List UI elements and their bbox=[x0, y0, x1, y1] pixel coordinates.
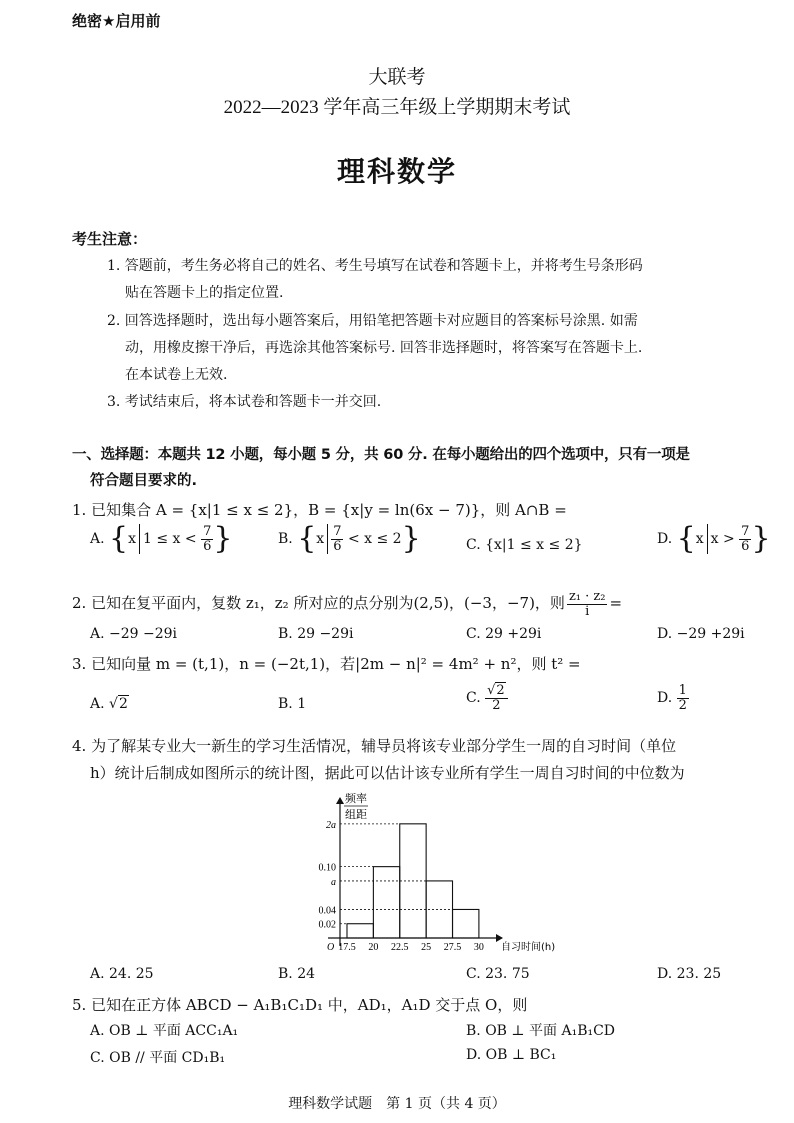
q1-option-d bbox=[657, 521, 771, 556]
q4-option-a: A. 24. 25 bbox=[90, 966, 154, 982]
divider-bar bbox=[707, 524, 708, 554]
y-tick-label: 0.02 bbox=[318, 919, 336, 931]
divider-bar bbox=[327, 524, 328, 554]
numerator: 7 bbox=[741, 523, 750, 539]
set-cond: x > bbox=[710, 531, 735, 547]
sqrt-sign: √ bbox=[487, 683, 496, 698]
sqrt-sign: √ bbox=[109, 696, 118, 712]
x-tick-label: 25 bbox=[421, 942, 432, 953]
set-var: x bbox=[316, 531, 325, 547]
y-tick-label: 0.04 bbox=[318, 905, 336, 917]
q1-option-b-label: B. bbox=[278, 531, 293, 547]
x-tick-label: 22.5 bbox=[391, 942, 409, 953]
fraction bbox=[567, 590, 608, 618]
q1-option-d-label: D. bbox=[657, 531, 673, 547]
y-axis-label-bottom: 组距 bbox=[345, 808, 367, 821]
q3-option-c bbox=[466, 684, 508, 712]
fraction bbox=[331, 525, 343, 553]
exam-name: 2022—2023 学年高三年级上学期期末考试 bbox=[223, 97, 571, 118]
numerator: 7 bbox=[203, 523, 212, 539]
sqrt-value: 2 bbox=[496, 683, 505, 698]
q5-option-b: B. OB ⊥ 平面 A₁B₁CD bbox=[466, 1023, 616, 1039]
numerator: 1 bbox=[678, 683, 687, 698]
set-cond: 1 ≤ x < bbox=[143, 531, 197, 547]
q1-option-a bbox=[90, 521, 233, 556]
y-tick-labels bbox=[319, 820, 337, 931]
q3-option-c-label: C. bbox=[466, 690, 481, 707]
exam-org: 大联考 bbox=[368, 67, 426, 88]
denominator: 6 bbox=[333, 538, 342, 554]
q3-option-a bbox=[90, 696, 129, 712]
x-axis-label: 自习时间(h) bbox=[501, 942, 556, 953]
left-brace: { bbox=[297, 521, 317, 556]
question-4-line2: h）统计后制成如图所示的统计图，据此可以估计该专业所有学生一周自习时间的中位数为 bbox=[90, 764, 685, 782]
notice-item-1-line1: 1. 答题前，考生务必将自己的姓名、考生号填写在试卷和答题卡上，并将考生号条形码 bbox=[107, 258, 643, 274]
x-tick-label: 20 bbox=[368, 942, 379, 953]
right-brace: } bbox=[751, 521, 771, 556]
notice-item-2-line3: 在本试卷上无效. bbox=[125, 367, 228, 383]
question-2-stem bbox=[72, 590, 622, 618]
chart-dash-lines bbox=[340, 824, 453, 924]
q5-option-d: D. OB ⊥ BC₁ bbox=[466, 1047, 557, 1063]
q4-option-d: D. 23. 25 bbox=[657, 966, 722, 982]
histogram-bar bbox=[453, 909, 479, 938]
q2-option-d: D. −29 +29i bbox=[657, 626, 745, 642]
q1-option-c: C. {x|1 ≤ x ≤ 2} bbox=[466, 537, 583, 553]
x-tick-labels bbox=[338, 942, 484, 953]
notice-item-2-line2: 动，用橡皮擦干净后，再选涂其他答案标号. 回答非选择题时，将答案写在答题卡上. bbox=[125, 340, 643, 356]
equals-sign: = bbox=[609, 594, 623, 613]
y-tick-label: 0.10 bbox=[318, 862, 336, 874]
q1-option-a-label: A. bbox=[90, 531, 105, 547]
question-1-stem: 1. 已知集合 A = {x|1 ≤ x ≤ 2}，B = {x|y = ln(6x − 7)}，则 A∩B = bbox=[72, 501, 567, 519]
sqrt-value: 2 bbox=[118, 696, 128, 712]
q2-option-a: A. −29 −29i bbox=[90, 626, 178, 642]
q3-option-a-label: A. bbox=[90, 696, 105, 712]
fraction bbox=[677, 684, 689, 712]
fraction bbox=[739, 525, 751, 553]
section-1-heading: 一、选择题：本题共 12 小题，每小题 5 分，共 60 分. 在每小题给出的四个选项中，只有一项是 bbox=[72, 447, 690, 463]
denominator: 6 bbox=[203, 538, 212, 554]
question-5-stem: 5. 已知在正方体 ABCD − A₁B₁C₁D₁ 中，AD₁，A₁D 交于点 O，则 bbox=[72, 996, 528, 1014]
histogram-bar bbox=[347, 924, 373, 938]
left-brace: { bbox=[676, 521, 696, 556]
notice-item-1-line2: 贴在答题卡上的指定位置. bbox=[125, 285, 284, 301]
q5-option-a: A. OB ⊥ 平面 ACC₁A₁ bbox=[90, 1023, 239, 1039]
q3-option-d bbox=[657, 684, 689, 712]
question-4-line1: 4. 为了解某专业大一新生的学习生活情况，辅导员将该专业部分学生一周的自习时间（单位 bbox=[72, 737, 677, 755]
x-tick-label: 30 bbox=[473, 942, 484, 953]
question-2-text: 2. 已知在复平面内，复数 z₁，z₂ 所对应的点分别为(2,5)，(−3，−7)，则 bbox=[72, 594, 565, 613]
x-tick-label: 27.5 bbox=[443, 942, 462, 953]
right-brace: } bbox=[401, 521, 421, 556]
x-tick-label: 17.5 bbox=[338, 942, 356, 953]
y-tick-label: a bbox=[331, 876, 336, 888]
q2-option-b: B. 29 −29i bbox=[278, 626, 354, 642]
numerator bbox=[485, 684, 508, 699]
denominator: i bbox=[585, 603, 590, 619]
numerator: z₁ · z₂ bbox=[568, 589, 606, 604]
y-tick-label: 2a bbox=[326, 819, 336, 831]
notice-title: 考生注意： bbox=[72, 230, 148, 248]
numerator: 7 bbox=[333, 523, 342, 539]
page-footer: 理科数学试题 第 1 页（共 4 页） bbox=[288, 1096, 506, 1112]
denominator: 2 bbox=[492, 697, 501, 713]
section-1-heading-cont: 符合题目要求的. bbox=[90, 473, 198, 489]
q3-option-d-label: D. bbox=[657, 690, 673, 707]
set-var: x bbox=[695, 531, 704, 547]
fraction bbox=[485, 684, 508, 712]
histogram-chart bbox=[290, 786, 590, 956]
q3-option-b: B. 1 bbox=[278, 696, 307, 712]
denominator: 6 bbox=[741, 538, 750, 554]
q4-option-b: B. 24 bbox=[278, 966, 316, 982]
set-var: x bbox=[128, 531, 137, 547]
divider-bar bbox=[139, 524, 140, 554]
q5-option-c: C. OB // 平面 CD₁B₁ bbox=[90, 1050, 226, 1066]
secret-mark: 绝密★启用前 bbox=[72, 12, 161, 30]
right-brace: } bbox=[213, 521, 233, 556]
denominator: 2 bbox=[678, 697, 687, 713]
q2-option-c: C. 29 +29i bbox=[466, 626, 542, 642]
question-3-stem: 3. 已知向量 m = (t,1)，n = (−2t,1)，若|2m − n|² = 4m² + n²，则 t² = bbox=[72, 655, 581, 673]
histogram-bar bbox=[373, 867, 399, 938]
left-brace: { bbox=[109, 521, 129, 556]
fraction bbox=[201, 525, 213, 553]
origin-label: O bbox=[327, 942, 335, 953]
q1-option-b bbox=[278, 521, 421, 556]
y-axis-label-top: 频率 bbox=[345, 792, 367, 805]
page-title: 理科数学 bbox=[336, 155, 457, 188]
set-cond: < x ≤ 2 bbox=[347, 531, 402, 547]
notice-item-2-line1: 2. 回答选择题时，选出每小题答案后，用铅笔把答题卡对应题目的答案标号涂黑. 如需 bbox=[107, 313, 638, 329]
notice-item-3-line1: 3. 考试结束后，将本试卷和答题卡一并交回. bbox=[107, 394, 382, 410]
q4-option-c: C. 23. 75 bbox=[466, 966, 530, 982]
